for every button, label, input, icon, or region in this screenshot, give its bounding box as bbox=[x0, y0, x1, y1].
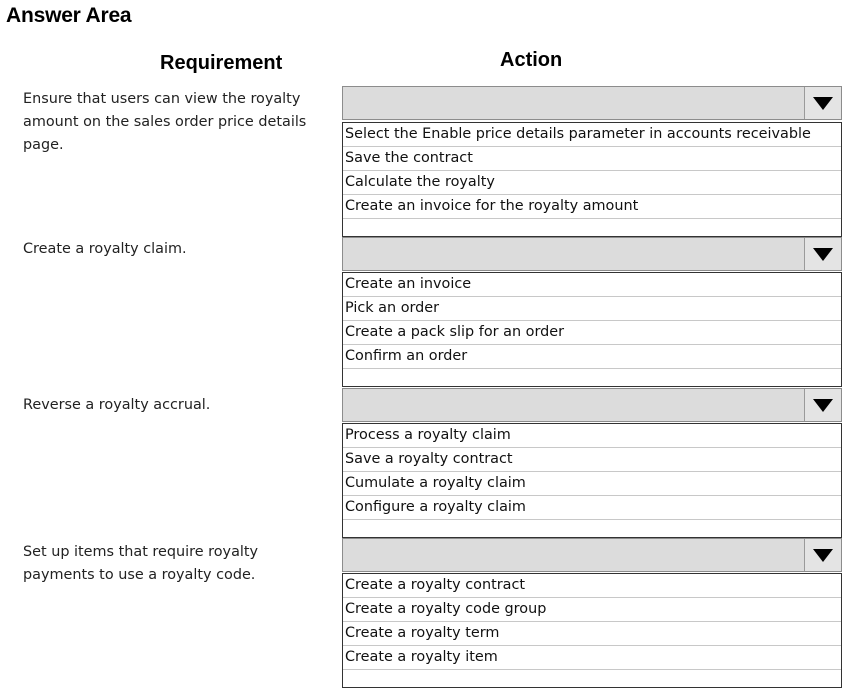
dropdown-option[interactable]: Create an invoice bbox=[343, 273, 841, 297]
requirement-line: Reverse a royalty accrual. bbox=[23, 397, 211, 413]
action-header: Action bbox=[500, 49, 563, 71]
triangle-down-icon[interactable] bbox=[804, 87, 841, 119]
option-list-padding bbox=[343, 520, 841, 537]
option-list-padding bbox=[343, 219, 841, 236]
triangle-down-icon[interactable] bbox=[804, 238, 841, 270]
action-options-3 bbox=[342, 423, 842, 538]
action-options-2 bbox=[342, 272, 842, 387]
requirement-line: Create a royalty claim. bbox=[23, 241, 187, 257]
action-dropdown-3[interactable] bbox=[342, 388, 842, 422]
requirement-header: Requirement bbox=[160, 52, 283, 74]
action-dropdown-2[interactable] bbox=[342, 237, 842, 271]
triangle-down-icon[interactable] bbox=[804, 539, 841, 571]
option-list-padding bbox=[343, 670, 841, 687]
dropdown-option[interactable]: Select the Enable price details parameter in accounts receivable bbox=[343, 123, 841, 147]
requirement-line: payments to use a royalty code. bbox=[23, 567, 256, 583]
dropdown-option[interactable]: Configure a royalty claim bbox=[343, 496, 841, 520]
dropdown-option[interactable]: Pick an order bbox=[343, 297, 841, 321]
dropdown-option[interactable]: Calculate the royalty bbox=[343, 171, 841, 195]
dropdown-option[interactable]: Create a royalty item bbox=[343, 646, 841, 670]
requirement-line: page. bbox=[23, 137, 64, 153]
dropdown-option[interactable]: Create an invoice for the royalty amount bbox=[343, 195, 841, 219]
action-dropdown-4[interactable] bbox=[342, 538, 842, 572]
dropdown-option[interactable]: Create a pack slip for an order bbox=[343, 321, 841, 345]
triangle-down-icon[interactable] bbox=[804, 389, 841, 421]
requirement-line: Ensure that users can view the royalty bbox=[23, 91, 301, 107]
dropdown-option[interactable]: Cumulate a royalty claim bbox=[343, 472, 841, 496]
requirement-line: Set up items that require royalty bbox=[23, 544, 259, 560]
requirement-text-1 bbox=[23, 88, 323, 157]
requirement-line: amount on the sales order price details bbox=[23, 114, 307, 130]
requirement-text-2 bbox=[23, 238, 323, 261]
dropdown-option[interactable]: Save the contract bbox=[343, 147, 841, 171]
dropdown-option[interactable]: Create a royalty term bbox=[343, 622, 841, 646]
dropdown-option[interactable]: Confirm an order bbox=[343, 345, 841, 369]
action-dropdown-1[interactable] bbox=[342, 86, 842, 120]
action-options-1 bbox=[342, 122, 842, 237]
answer-area-title: Answer Area bbox=[6, 4, 132, 27]
option-list-padding bbox=[343, 369, 841, 386]
dropdown-option[interactable]: Create a royalty contract bbox=[343, 574, 841, 598]
dropdown-option[interactable]: Create a royalty code group bbox=[343, 598, 841, 622]
requirement-text-4 bbox=[23, 541, 323, 587]
dropdown-option[interactable]: Save a royalty contract bbox=[343, 448, 841, 472]
dropdown-option[interactable]: Process a royalty claim bbox=[343, 424, 841, 448]
requirement-text-3 bbox=[23, 394, 323, 417]
action-options-4 bbox=[342, 573, 842, 688]
